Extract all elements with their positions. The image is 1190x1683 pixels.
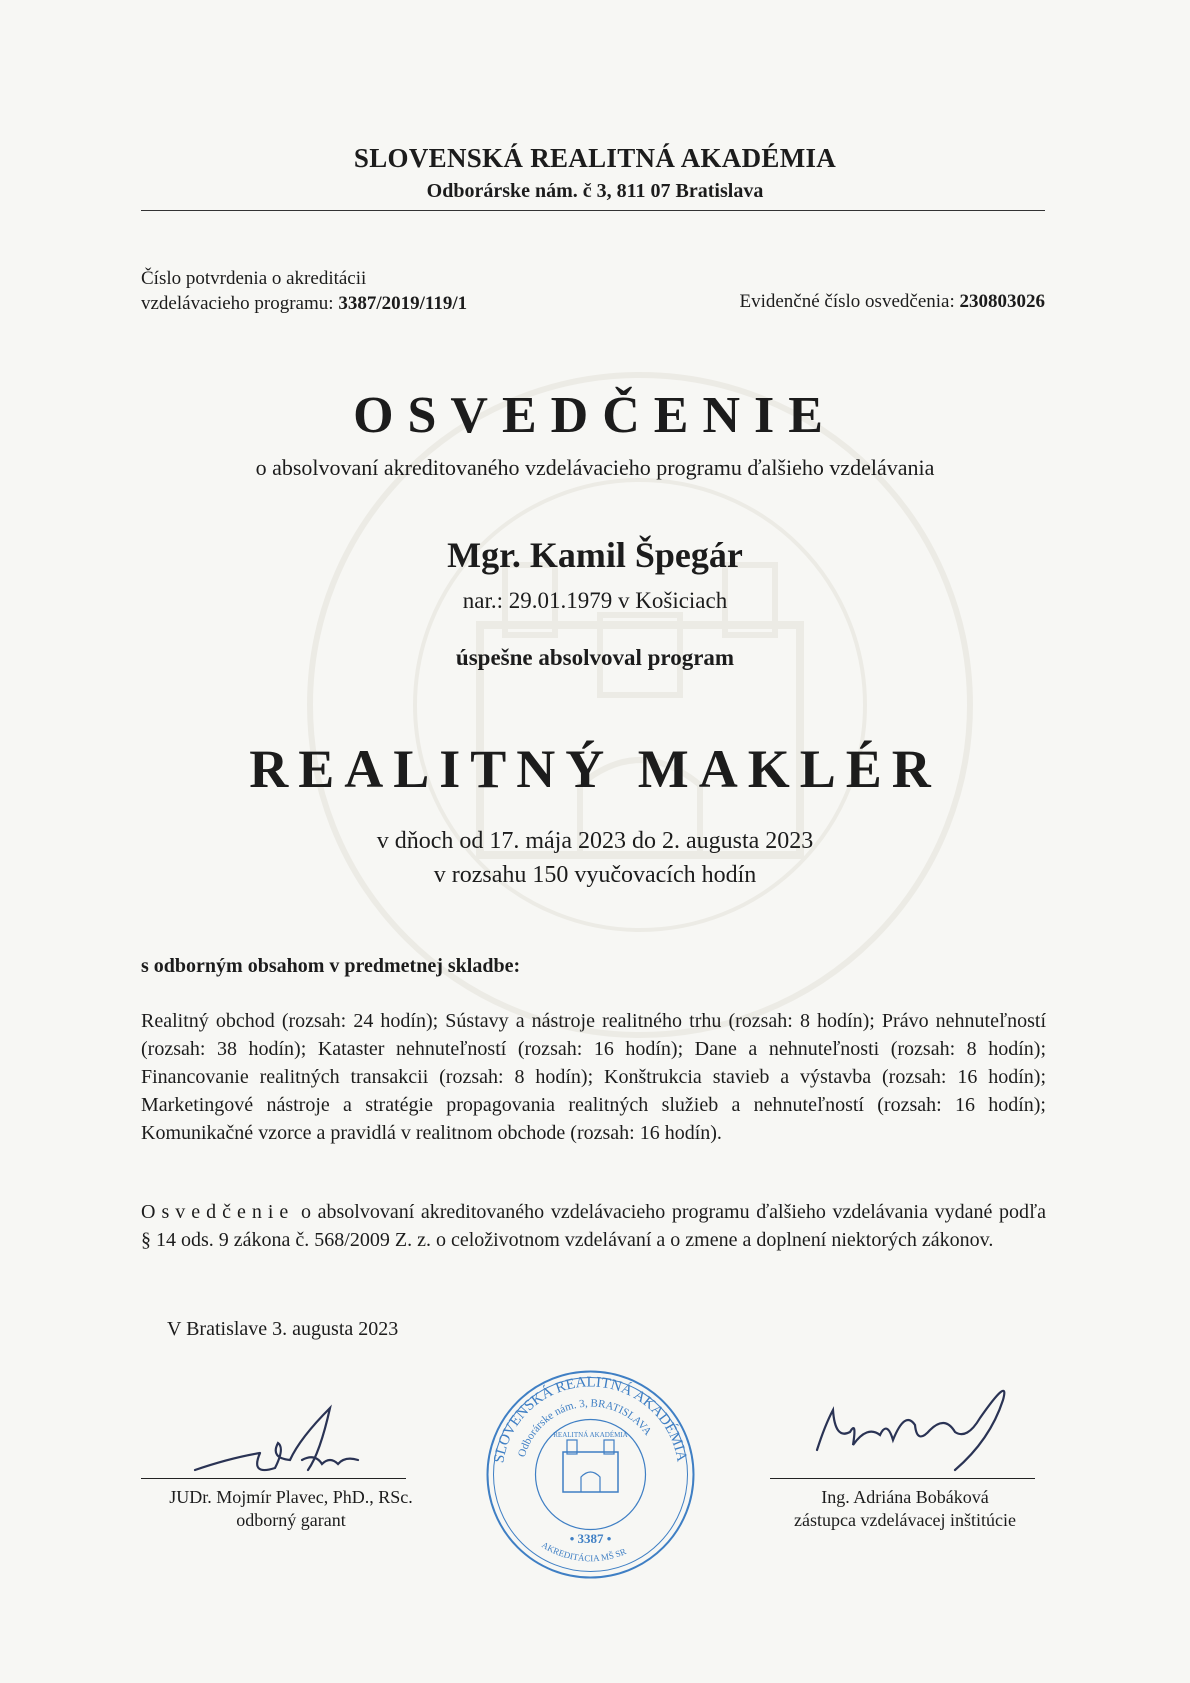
left-signatory: [141, 1486, 441, 1532]
evidence-number-line: [739, 291, 1045, 313]
program-hours: v rozsahu 150 vyučovacích hodín: [433, 862, 757, 888]
legal-text: o absolvovaní akreditovaného vzdelávacieho programu ďalšieho vzdelávania vydané podľa § 14 ods. 9 zákona č. 568/2009 Z. z. o celoživotnom vzdelávaní a o zmene a doplnení niektorých zákonov.: [141, 1201, 1047, 1251]
accreditation-block: [141, 266, 467, 316]
accreditation-program-label: vzdelávacieho programu:: [141, 293, 334, 314]
place-date: V Bratislave 3. augusta 2023: [167, 1318, 399, 1340]
right-signatory: [745, 1486, 1065, 1532]
stamp-number: • 3387 •: [569, 1531, 612, 1546]
institution-name: SLOVENSKÁ REALITNÁ AKADÉMIA: [353, 143, 837, 173]
accreditation-program-line: [141, 291, 467, 316]
completion-statement: úspešne absolvoval program: [455, 645, 735, 670]
header-divider: [141, 210, 1045, 211]
stamp-center-text: REALITNÁ AKADÉMIA: [553, 1431, 628, 1439]
evidence-number: 230803026: [959, 291, 1045, 312]
program-name: REALITNÝ MAKLÉR: [249, 739, 941, 799]
certificate-title: OSVEDČENIE: [353, 387, 837, 444]
institution-address: Odborárske nám. č 3, 811 07 Bratislava: [426, 180, 764, 202]
stamp-inner-text: Odborárske nám. 3, BRATISLAVA: [515, 1397, 654, 1459]
stamp-outer-text: SLOVENSKÁ REALITNÁ AKADÉMIA: [491, 1374, 690, 1465]
holder-birth: nar.: 29.01.1979 v Košiciach: [462, 588, 728, 613]
evidence-label: Evidenčné číslo osvedčenia:: [739, 291, 955, 312]
left-signatory-name: JUDr. Mojmír Plavec, PhD., RSc.: [169, 1487, 413, 1507]
right-signature-line: [770, 1478, 1035, 1479]
left-signature-line: [141, 1478, 406, 1479]
right-signatory-role: zástupca vzdelávacej inštitúcie: [794, 1510, 1016, 1530]
content-body: Realitný obchod (rozsah: 24 hodín); Sústavy a nástroje realitného trhu (rozsah: 8 hodín); Právo nehnuteľností (rozsah: 38 hodín); Kataster nehnuteľností (rozsah: 16 hodín); Dane a nehnuteľnosti (rozsah: 8 hodín); Financovanie realitných transakcii (rozsah: 8 hodín); Konštrukcia stavieb a výstavba (rozsah: 16 hodín); Marketingové nástroje a stratégie propagovania realitných služieb a nehnuteľností (rozsah: 16 hodín); Komunikačné vzorce a pravidlá v realitnom obchode (rozsah: 16 hodín).: [141, 1010, 1046, 1144]
certificate-subtitle: o absolvovaní akreditovaného vzdelávacieho programu ďalšieho vzdelávania: [255, 455, 935, 480]
accreditation-label: Číslo potvrdenia o akreditácii: [141, 268, 367, 289]
legal-spaced-word: Osvedčenie: [141, 1201, 295, 1223]
legal-statement: [141, 1198, 1046, 1254]
left-signatory-role: odborný garant: [236, 1510, 346, 1530]
accreditation-number: 3387/2019/119/1: [338, 293, 468, 314]
program-dates: v dňoch od 17. mája 2023 do 2. augusta 2023: [376, 828, 814, 854]
institution-stamp: [483, 1367, 698, 1582]
holder-name: Mgr. Kamil Špegár: [447, 535, 743, 575]
stamp-bottom-text: AKREDITÁCIA MŠ SR: [540, 1539, 628, 1564]
right-signatory-name: Ing. Adriána Bobáková: [821, 1487, 989, 1507]
right-signature: [805, 1370, 1020, 1480]
content-heading: s odborným obsahom v predmetnej skladbe:: [141, 955, 521, 977]
